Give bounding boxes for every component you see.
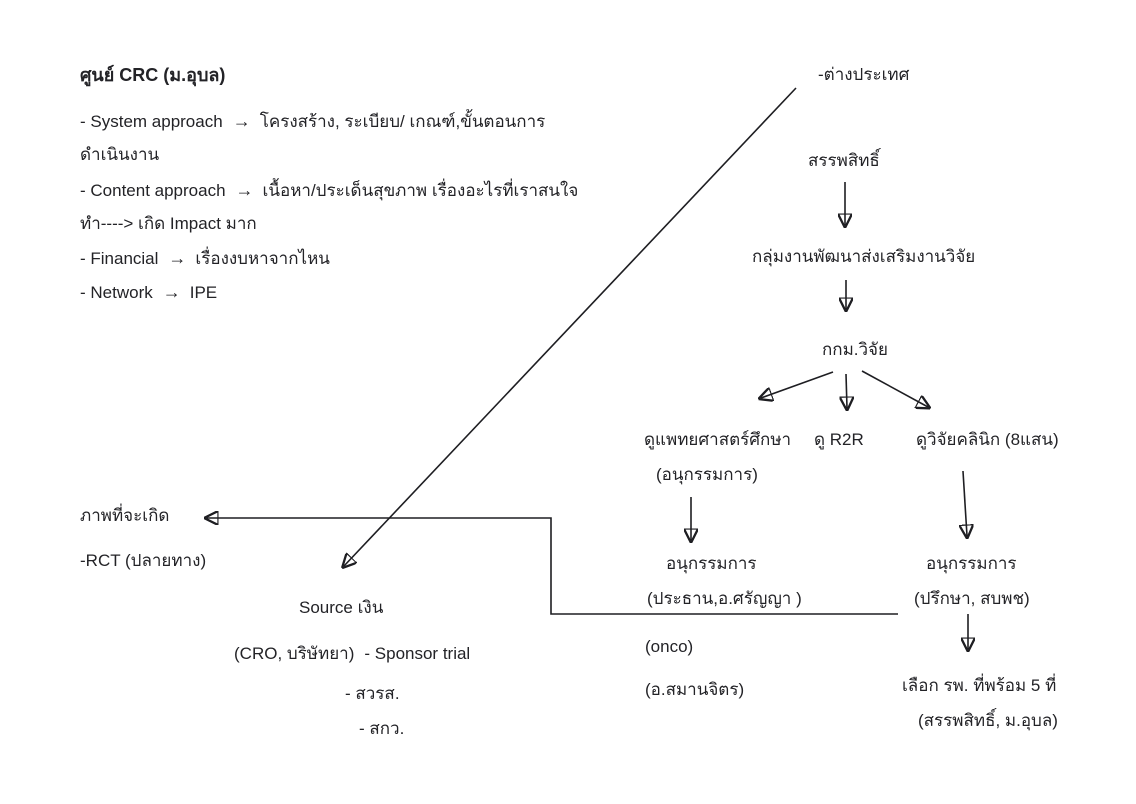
funding-cro: (CRO, บริษัทยา) <box>234 644 355 663</box>
node-foreign: -ต่างประเทศ <box>818 65 910 84</box>
note-network <box>80 280 217 305</box>
note-system-approach-cont: ดำเนินงาน <box>80 145 160 164</box>
financial-label: - Financial <box>80 249 159 268</box>
node-select-hospitals: เลือก รพ. ที่พร้อม 5 ที่ <box>902 676 1057 695</box>
content-approach-value: เนื้อหา/ประเด็นสุขภาพ เรื่องอะไรที่เราสนใจ <box>262 181 579 200</box>
arrow-foreign-to-source <box>344 88 796 566</box>
right-arrow-icon: → <box>162 282 180 302</box>
node-subcommittee-clinical: อนุกรรมการ <box>926 554 1017 573</box>
right-arrow-icon: → <box>235 180 253 200</box>
node-clinical-research: ดูวิจัยคลินิก (8แสน) <box>916 430 1059 449</box>
node-funding-cro-row <box>234 643 470 666</box>
node-dev-group: กลุ่มงานพัฒนาส่งเสริมงานวิจัย <box>752 247 976 266</box>
node-subcommittee-edu-chair: (ประธาน,อ.ศรัญญา ) <box>647 589 802 608</box>
node-subcommittee-edu: อนุกรรมการ <box>666 554 757 573</box>
arrow-committee-right <box>862 371 928 407</box>
arrow-committee-mid <box>846 374 847 408</box>
note-content-approach-cont: ทำ----> เกิด Impact มาก <box>80 214 257 233</box>
funding-sponsor: - Sponsor trial <box>364 644 471 663</box>
financial-value: เรื่องงบหาจากไหน <box>195 249 330 268</box>
system-approach-value: โครงสร้าง, ระเบียบ/ เกณฑ์,ขั้นตอนการ <box>259 112 546 131</box>
node-subcommittee-edu-member: (อ.สมานจิตร) <box>645 680 745 699</box>
node-sunprasit: สรรพสิทธิ์ <box>808 151 880 170</box>
node-funding-svrs: - สวรส. <box>345 684 400 703</box>
network-value: IPE <box>189 283 218 302</box>
network-label: - Network <box>80 283 153 302</box>
page-title: ศูนย์ CRC (ม.อุบล) <box>80 65 226 85</box>
content-approach-label: - Content approach <box>80 181 226 200</box>
right-arrow-icon: → <box>168 248 186 268</box>
node-medical-education: ดูแพทยศาสตร์ศึกษา <box>644 430 792 449</box>
node-outcome-rct: -RCT (ปลายทาง) <box>80 551 207 570</box>
note-system-approach <box>80 109 545 134</box>
arrow-committee-left <box>761 372 833 398</box>
node-select-hospitals-sub: (สรรพสิทธิ์, ม.อุบล) <box>918 711 1058 730</box>
node-funding-skw: - สกว. <box>359 719 405 738</box>
node-subcommittee-edu-onco: (onco) <box>645 637 694 656</box>
note-content-approach <box>80 178 578 203</box>
node-r2r: ดู R2R <box>814 430 864 449</box>
right-arrow-icon: → <box>232 111 250 131</box>
arrow-clinical-down <box>963 471 967 536</box>
node-research-committee: กกม.วิจัย <box>822 340 888 359</box>
note-financial <box>80 246 330 271</box>
node-outcome: ภาพที่จะเกิด <box>80 506 170 525</box>
node-funding-title: Source เงิน <box>299 598 384 617</box>
system-approach-label: - System approach <box>80 112 223 131</box>
node-medical-education-sub: (อนุกรรมการ) <box>656 465 758 484</box>
node-subcommittee-clinical-advisor: (ปรึกษา, สบพช) <box>914 589 1030 608</box>
